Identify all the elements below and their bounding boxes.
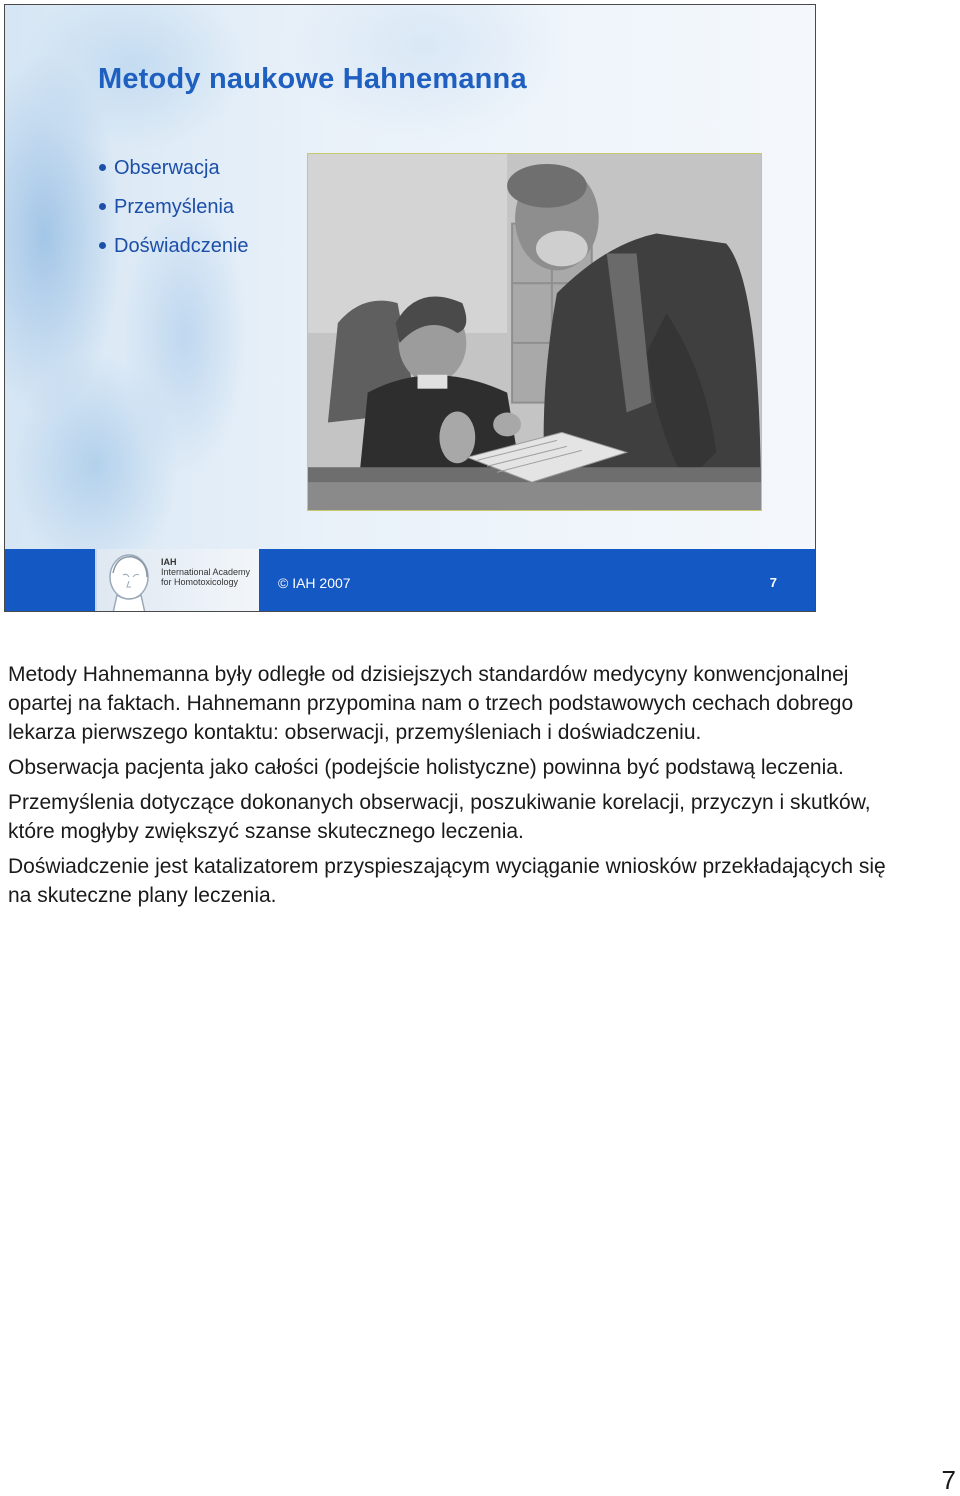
notes-paragraph: Przemyślenia dotyczące dokonanych obserwacji, poszukiwanie korelacji, przyczyn i skutków, które mogłyby zwiększyć szanse skutecznego leczenia. — [8, 791, 871, 843]
notes-paragraph: Metody Hahnemanna były odległe od dzisiejszych standardów medycyny konwencjonalnej opartej na faktach. Hahnemann przypomina nam o trzech podstawowych cechach dobrego lekarza pierwszego kontaktu: obserwacji, przemyśleniach i doświadczeniu. — [8, 663, 854, 744]
bullet-label: Obserwacja — [114, 157, 220, 179]
bullet-label: Przemyślenia — [114, 196, 235, 218]
logo-text — [161, 557, 250, 587]
slide-footer — [5, 549, 816, 612]
logo-line-2: for Homotoxicology — [161, 577, 239, 587]
iah-logo — [95, 549, 259, 612]
slide — [4, 4, 816, 612]
bullet-item — [99, 155, 249, 194]
bullet-dot-icon — [99, 203, 106, 210]
page-number: 7 — [941, 1465, 956, 1495]
slide-title: Metody naukowe Hahnemanna — [98, 63, 527, 95]
bullet-item — [99, 194, 249, 233]
notes-paragraph: Obserwacja pacjenta jako całości (podejście holistyczne) powinna być podstawą leczenia. — [8, 756, 844, 779]
bullet-item — [99, 233, 249, 272]
bullet-label: Doświadczenie — [114, 235, 249, 257]
photo-illustration — [308, 154, 761, 510]
hahnemann-portrait-icon — [103, 551, 153, 612]
notes-paragraph: Doświadczenie jest katalizatorem przyspieszającym wyciąganie wniosków przekładających się na skuteczne plany leczenia. — [8, 855, 886, 907]
bullet-dot-icon — [99, 242, 106, 249]
logo-abbr: IAH — [161, 557, 177, 567]
doctor-and-boy-photo — [307, 153, 762, 511]
bullet-list — [99, 155, 249, 272]
logo-line-1: International Academy — [161, 567, 251, 577]
copyright-text: © IAH 2007 — [278, 575, 351, 591]
bullet-dot-icon — [99, 164, 106, 171]
speaker-notes — [8, 660, 888, 916]
slide-number: 7 — [769, 575, 777, 590]
